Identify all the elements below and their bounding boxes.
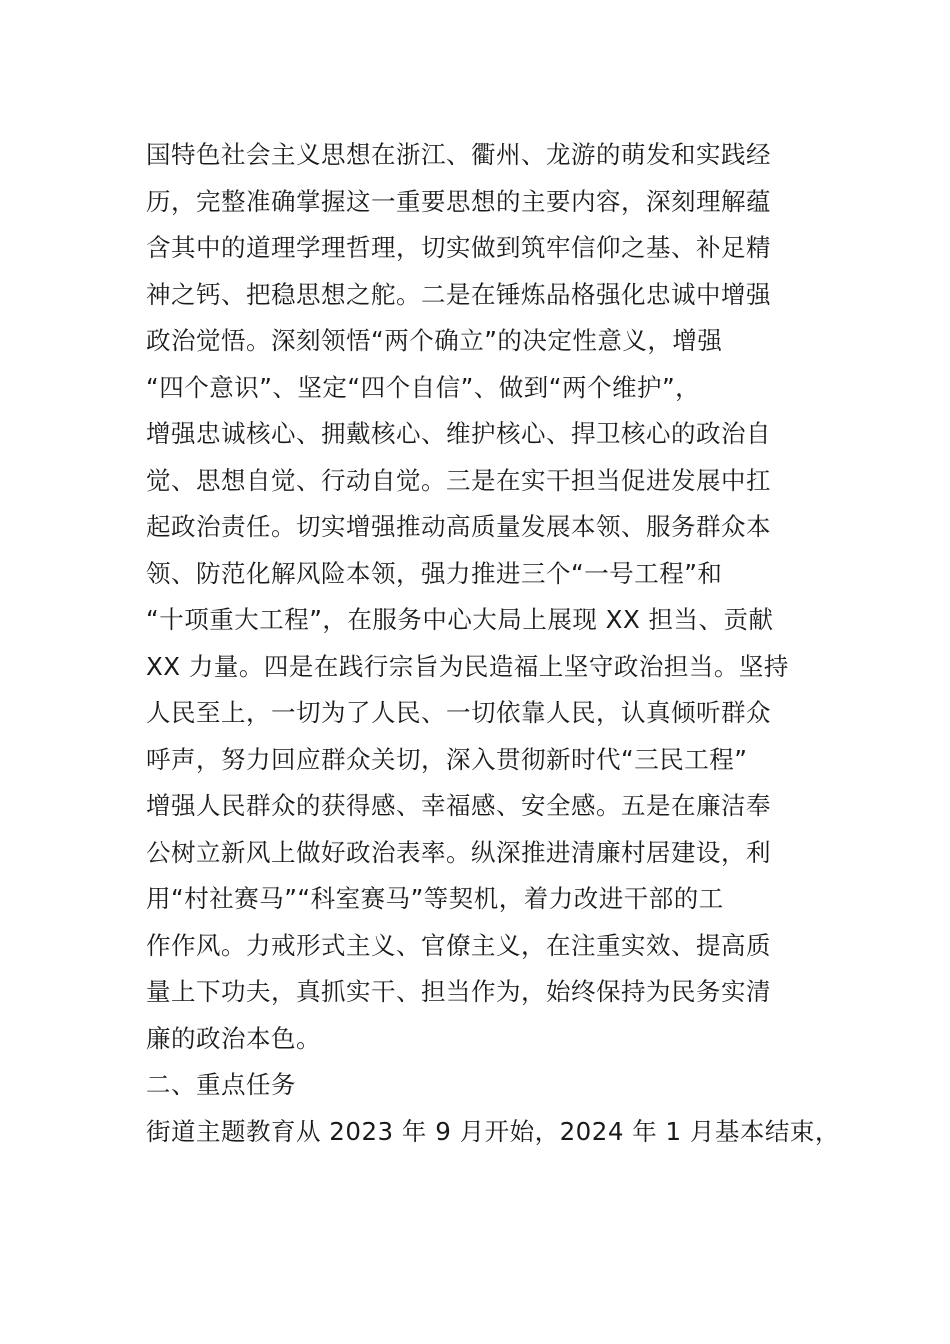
text-line: 量上下功夫，真抓实干、担当作为，始终保持为民务实清: [146, 977, 771, 1006]
text-line: 呼声，努力回应群众关切，深入贯彻新时代“三民工程”: [146, 744, 748, 774]
body-text: [146, 132, 846, 1155]
text-line: 神之钙、把稳思想之舵。二是在锤炼品格强化忠诚中增强: [146, 279, 771, 309]
text-line: 街道主题教育从 2023 年 9 月开始，2024 年 1 月基本结束，: [146, 1116, 840, 1146]
text-line: XX 力量。四是在践行宗旨为民造福上坚守政治担当。坚持: [146, 651, 789, 681]
text-line: 人民至上，一切为了人民、一切依靠人民，认真倾听群众: [146, 698, 771, 727]
text-line: 政治觉悟。深刻领悟“两个确立”的决定性意义，增强: [146, 326, 723, 355]
section-heading: 二、重点任务: [146, 1070, 296, 1099]
text-line: “十项重大工程”，在服务中心大局上展现 XX 担当、贡献: [146, 605, 774, 634]
text-line: 起政治责任。切实增强推动高质量发展本领、服务群众本: [146, 512, 771, 541]
text-line: 廉的政治本色。: [146, 1023, 321, 1053]
text-line: 公树立新风上做好政治表率。纵深推进清廉村居建设，利: [146, 837, 771, 867]
text-line: 用“村社赛马”“科室赛马”等契机，着力改进干部的工: [146, 884, 724, 913]
text-line: 增强人民群众的获得感、幸福感、安全感。五是在廉洁奉: [146, 791, 771, 820]
text-line: 作作风。力戒形式主义、官僚主义，在注重实效、提高质: [146, 930, 771, 960]
text-line: 历，完整准确掌握这一重要思想的主要内容，深刻理解蕴: [146, 186, 771, 216]
text-line: “四个意识”、坚定“四个自信”、做到“两个维护”，: [146, 372, 701, 402]
text-line: 觉、思想自觉、行动自觉。三是在实干担当促进发展中扛: [146, 465, 771, 495]
text-line: 领、防范化解风险本领，强力推进三个“一号工程”和: [146, 558, 723, 588]
text-line: 含其中的道理学理哲理，切实做到筑牢信仰之基、补足精: [146, 233, 771, 262]
text-line: 增强忠诚核心、拥戴核心、维护核心、捍卫核心的政治自: [146, 419, 771, 448]
text-line: 国特色社会主义思想在浙江、衢州、龙游的萌发和实践经: [146, 140, 771, 169]
